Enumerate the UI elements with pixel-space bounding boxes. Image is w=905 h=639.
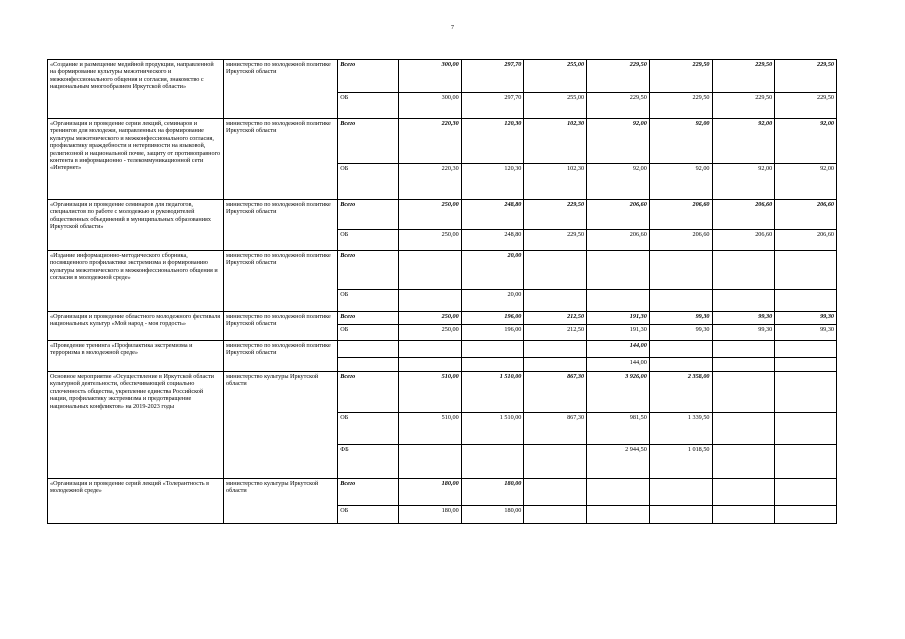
activity-name-cell: «Организация и проведение областного молодежного фестиваля национальных культур «Мой народ - моя гордость» <box>48 312 224 341</box>
amount-cell: 300,00 <box>398 93 461 119</box>
amount-cell: 229,50 <box>524 230 587 251</box>
amount-cell <box>775 506 837 524</box>
amount-cell: 229,50 <box>649 93 712 119</box>
amount-cell <box>587 251 650 290</box>
amount-cell: 229,50 <box>587 93 650 119</box>
table-row <box>48 341 837 358</box>
amount-cell: 102,30 <box>524 164 587 200</box>
amount-cell: 120,30 <box>461 119 524 164</box>
amount-cell: 2 944,50 <box>587 445 650 479</box>
funding-source-cell: ФБ <box>338 445 399 479</box>
funding-source-cell: ОБ <box>338 93 399 119</box>
amount-cell: 1 339,50 <box>649 413 712 445</box>
amount-cell <box>775 413 837 445</box>
executor-cell: министерство по молодежной политике Иркутской области <box>224 60 338 119</box>
activity-name-cell: «Создание и размещение медийной продукции, направленной на формирование культуры межэтнического и межконфессионального общения и согласия, знакомство с национальным многообразием Иркутской области» <box>48 60 224 119</box>
amount-cell: 180,00 <box>398 506 461 524</box>
table-row <box>48 312 837 325</box>
amount-cell: 248,80 <box>461 200 524 230</box>
amount-cell <box>524 341 587 358</box>
amount-cell: 206,60 <box>775 200 837 230</box>
amount-cell <box>398 251 461 290</box>
amount-cell <box>775 251 837 290</box>
amount-cell <box>712 372 775 413</box>
amount-cell: 2 358,00 <box>649 372 712 413</box>
amount-cell: 867,30 <box>524 413 587 445</box>
amount-cell: 250,00 <box>398 325 461 341</box>
table-row <box>48 479 837 506</box>
executor-cell: министерство культуры Иркутской области <box>224 372 338 479</box>
funding-source-cell: ОБ <box>338 325 399 341</box>
amount-cell: 206,60 <box>712 230 775 251</box>
amount-cell <box>712 479 775 506</box>
amount-cell: 297,70 <box>461 93 524 119</box>
amount-cell: 92,00 <box>712 119 775 164</box>
funding-source-cell <box>338 341 399 358</box>
table-row <box>48 200 837 230</box>
amount-cell <box>398 341 461 358</box>
amount-cell: 99,30 <box>649 325 712 341</box>
page-number: 7 <box>451 25 454 31</box>
funding-source-cell: Всего <box>338 60 399 93</box>
amount-cell: 229,50 <box>649 60 712 93</box>
funding-source-cell: Всего <box>338 200 399 230</box>
amount-cell: 206,60 <box>712 200 775 230</box>
amount-cell <box>461 358 524 372</box>
amount-cell <box>587 479 650 506</box>
amount-cell <box>712 251 775 290</box>
amount-cell: 99,30 <box>712 312 775 325</box>
table-row <box>48 372 837 413</box>
amount-cell <box>524 290 587 312</box>
amount-cell: 196,00 <box>461 312 524 325</box>
amount-cell: 1 510,00 <box>461 413 524 445</box>
funding-source-cell: Всего <box>338 479 399 506</box>
amount-cell <box>712 290 775 312</box>
amount-cell <box>712 358 775 372</box>
amount-cell: 99,30 <box>712 325 775 341</box>
amount-cell <box>649 358 712 372</box>
amount-cell: 220,30 <box>398 119 461 164</box>
amount-cell: 510,00 <box>398 413 461 445</box>
amount-cell: 206,60 <box>587 230 650 251</box>
amount-cell: 144,00 <box>587 358 650 372</box>
amount-cell <box>712 341 775 358</box>
amount-cell: 191,30 <box>587 325 650 341</box>
amount-cell <box>461 445 524 479</box>
amount-cell: 144,00 <box>587 341 650 358</box>
amount-cell: 510,00 <box>398 372 461 413</box>
activity-name-cell: Основное мероприятие «Осуществление в Иркутской области культурной деятельности, обеспечивающей социально сплоченность общества, укрепление единства Российской нации, профилактику экстремизма и предотвращение национальных конфликтов» на 2019-2023 годы <box>48 372 224 479</box>
amount-cell <box>712 413 775 445</box>
amount-cell: 250,00 <box>398 200 461 230</box>
amount-cell: 180,00 <box>398 479 461 506</box>
table-row <box>48 60 837 93</box>
amount-cell <box>775 358 837 372</box>
funding-source-cell: ОБ <box>338 506 399 524</box>
amount-cell <box>398 445 461 479</box>
funding-source-cell: Всего <box>338 251 399 290</box>
amount-cell: 92,00 <box>712 164 775 200</box>
executor-cell: министерство по молодежной политике Иркутской области <box>224 312 338 341</box>
activity-name-cell: «Организация и проведение серий лекций «Толерантность в молодежной среде» <box>48 479 224 524</box>
amount-cell <box>775 290 837 312</box>
amount-cell <box>775 372 837 413</box>
funding-source-cell <box>338 358 399 372</box>
amount-cell: 212,50 <box>524 312 587 325</box>
amount-cell <box>524 506 587 524</box>
amount-cell: 255,00 <box>524 93 587 119</box>
amount-cell: 99,30 <box>649 312 712 325</box>
amount-cell: 191,30 <box>587 312 650 325</box>
activity-name-cell: «Организация и проведение семинаров для педагогов, специалистов по работе с молодежью и руководителей общественных объединений в муниципальных образованиях Иркутской области» <box>48 200 224 251</box>
budget-table <box>47 59 837 524</box>
funding-source-cell: Всего <box>338 119 399 164</box>
table-row <box>48 119 837 164</box>
amount-cell: 248,80 <box>461 230 524 251</box>
amount-cell: 229,50 <box>712 93 775 119</box>
amount-cell: 20,00 <box>461 290 524 312</box>
activity-name-cell: «Издание информационно-методического сборника, посвященного профилактике экстремизма и формированию культуры межэтнического и межконфессионального общения и согласия в молодежной среде» <box>48 251 224 312</box>
amount-cell: 229,50 <box>587 60 650 93</box>
amount-cell: 212,50 <box>524 325 587 341</box>
amount-cell <box>524 358 587 372</box>
amount-cell: 229,50 <box>775 93 837 119</box>
amount-cell: 180,00 <box>461 506 524 524</box>
activity-name-cell: «Проведение тренинга «Профилактика экстремизма и терроризма в молодежной среде» <box>48 341 224 372</box>
amount-cell: 99,30 <box>775 325 837 341</box>
amount-cell <box>649 251 712 290</box>
amount-cell: 250,00 <box>398 312 461 325</box>
amount-cell: 92,00 <box>649 164 712 200</box>
executor-cell: министерство по молодежной политике Иркутской области <box>224 200 338 251</box>
executor-cell: министерство по молодежной политике Иркутской области <box>224 251 338 312</box>
amount-cell: 92,00 <box>587 119 650 164</box>
amount-cell <box>649 506 712 524</box>
amount-cell: 196,00 <box>461 325 524 341</box>
amount-cell: 206,60 <box>587 200 650 230</box>
amount-cell: 255,00 <box>524 60 587 93</box>
activity-name-cell: «Организация и проведение серии лекций, семинаров и тренингов для молодежи, направленных на формирование культуры межэтнического и межконфессионального согласия, профилактику враждебности и нетерпимости на языковой, религиозной и национальной почве, защиту от противоправного контента в информационно - телекоммуникационной сети «Интернет» <box>48 119 224 200</box>
amount-cell <box>587 506 650 524</box>
amount-cell: 92,00 <box>775 164 837 200</box>
amount-cell: 220,30 <box>398 164 461 200</box>
amount-cell <box>649 290 712 312</box>
amount-cell: 867,30 <box>524 372 587 413</box>
executor-cell: министерство по молодежной политике Иркутской области <box>224 341 338 372</box>
amount-cell <box>712 506 775 524</box>
funding-source-cell: ОБ <box>338 290 399 312</box>
amount-cell: 20,00 <box>461 251 524 290</box>
amount-cell: 180,00 <box>461 479 524 506</box>
amount-cell: 300,00 <box>398 60 461 93</box>
amount-cell <box>461 341 524 358</box>
amount-cell: 206,60 <box>775 230 837 251</box>
amount-cell: 229,50 <box>775 60 837 93</box>
amount-cell <box>398 358 461 372</box>
amount-cell: 1 510,00 <box>461 372 524 413</box>
amount-cell <box>775 341 837 358</box>
amount-cell: 92,00 <box>775 119 837 164</box>
amount-cell: 3 926,00 <box>587 372 650 413</box>
amount-cell <box>524 479 587 506</box>
amount-cell: 120,30 <box>461 164 524 200</box>
amount-cell: 229,50 <box>524 200 587 230</box>
funding-source-cell: ОБ <box>338 230 399 251</box>
executor-cell: министерство культуры Иркутской области <box>224 479 338 524</box>
amount-cell: 250,00 <box>398 230 461 251</box>
amount-cell: 297,70 <box>461 60 524 93</box>
table-row <box>48 251 837 290</box>
funding-source-cell: ОБ <box>338 164 399 200</box>
amount-cell <box>712 445 775 479</box>
amount-cell: 92,00 <box>587 164 650 200</box>
amount-cell <box>587 290 650 312</box>
amount-cell <box>524 251 587 290</box>
amount-cell: 102,30 <box>524 119 587 164</box>
amount-cell <box>524 445 587 479</box>
amount-cell <box>775 445 837 479</box>
amount-cell: 92,00 <box>649 119 712 164</box>
funding-source-cell: Всего <box>338 372 399 413</box>
amount-cell: 981,50 <box>587 413 650 445</box>
amount-cell: 1 018,50 <box>649 445 712 479</box>
amount-cell <box>398 290 461 312</box>
funding-source-cell: Всего <box>338 312 399 325</box>
amount-cell: 206,60 <box>649 200 712 230</box>
executor-cell: министерство по молодежной политике Иркутской области <box>224 119 338 200</box>
amount-cell <box>649 341 712 358</box>
amount-cell: 99,30 <box>775 312 837 325</box>
funding-source-cell: ОБ <box>338 413 399 445</box>
amount-cell <box>649 479 712 506</box>
amount-cell: 206,60 <box>649 230 712 251</box>
amount-cell <box>775 479 837 506</box>
amount-cell: 229,50 <box>712 60 775 93</box>
